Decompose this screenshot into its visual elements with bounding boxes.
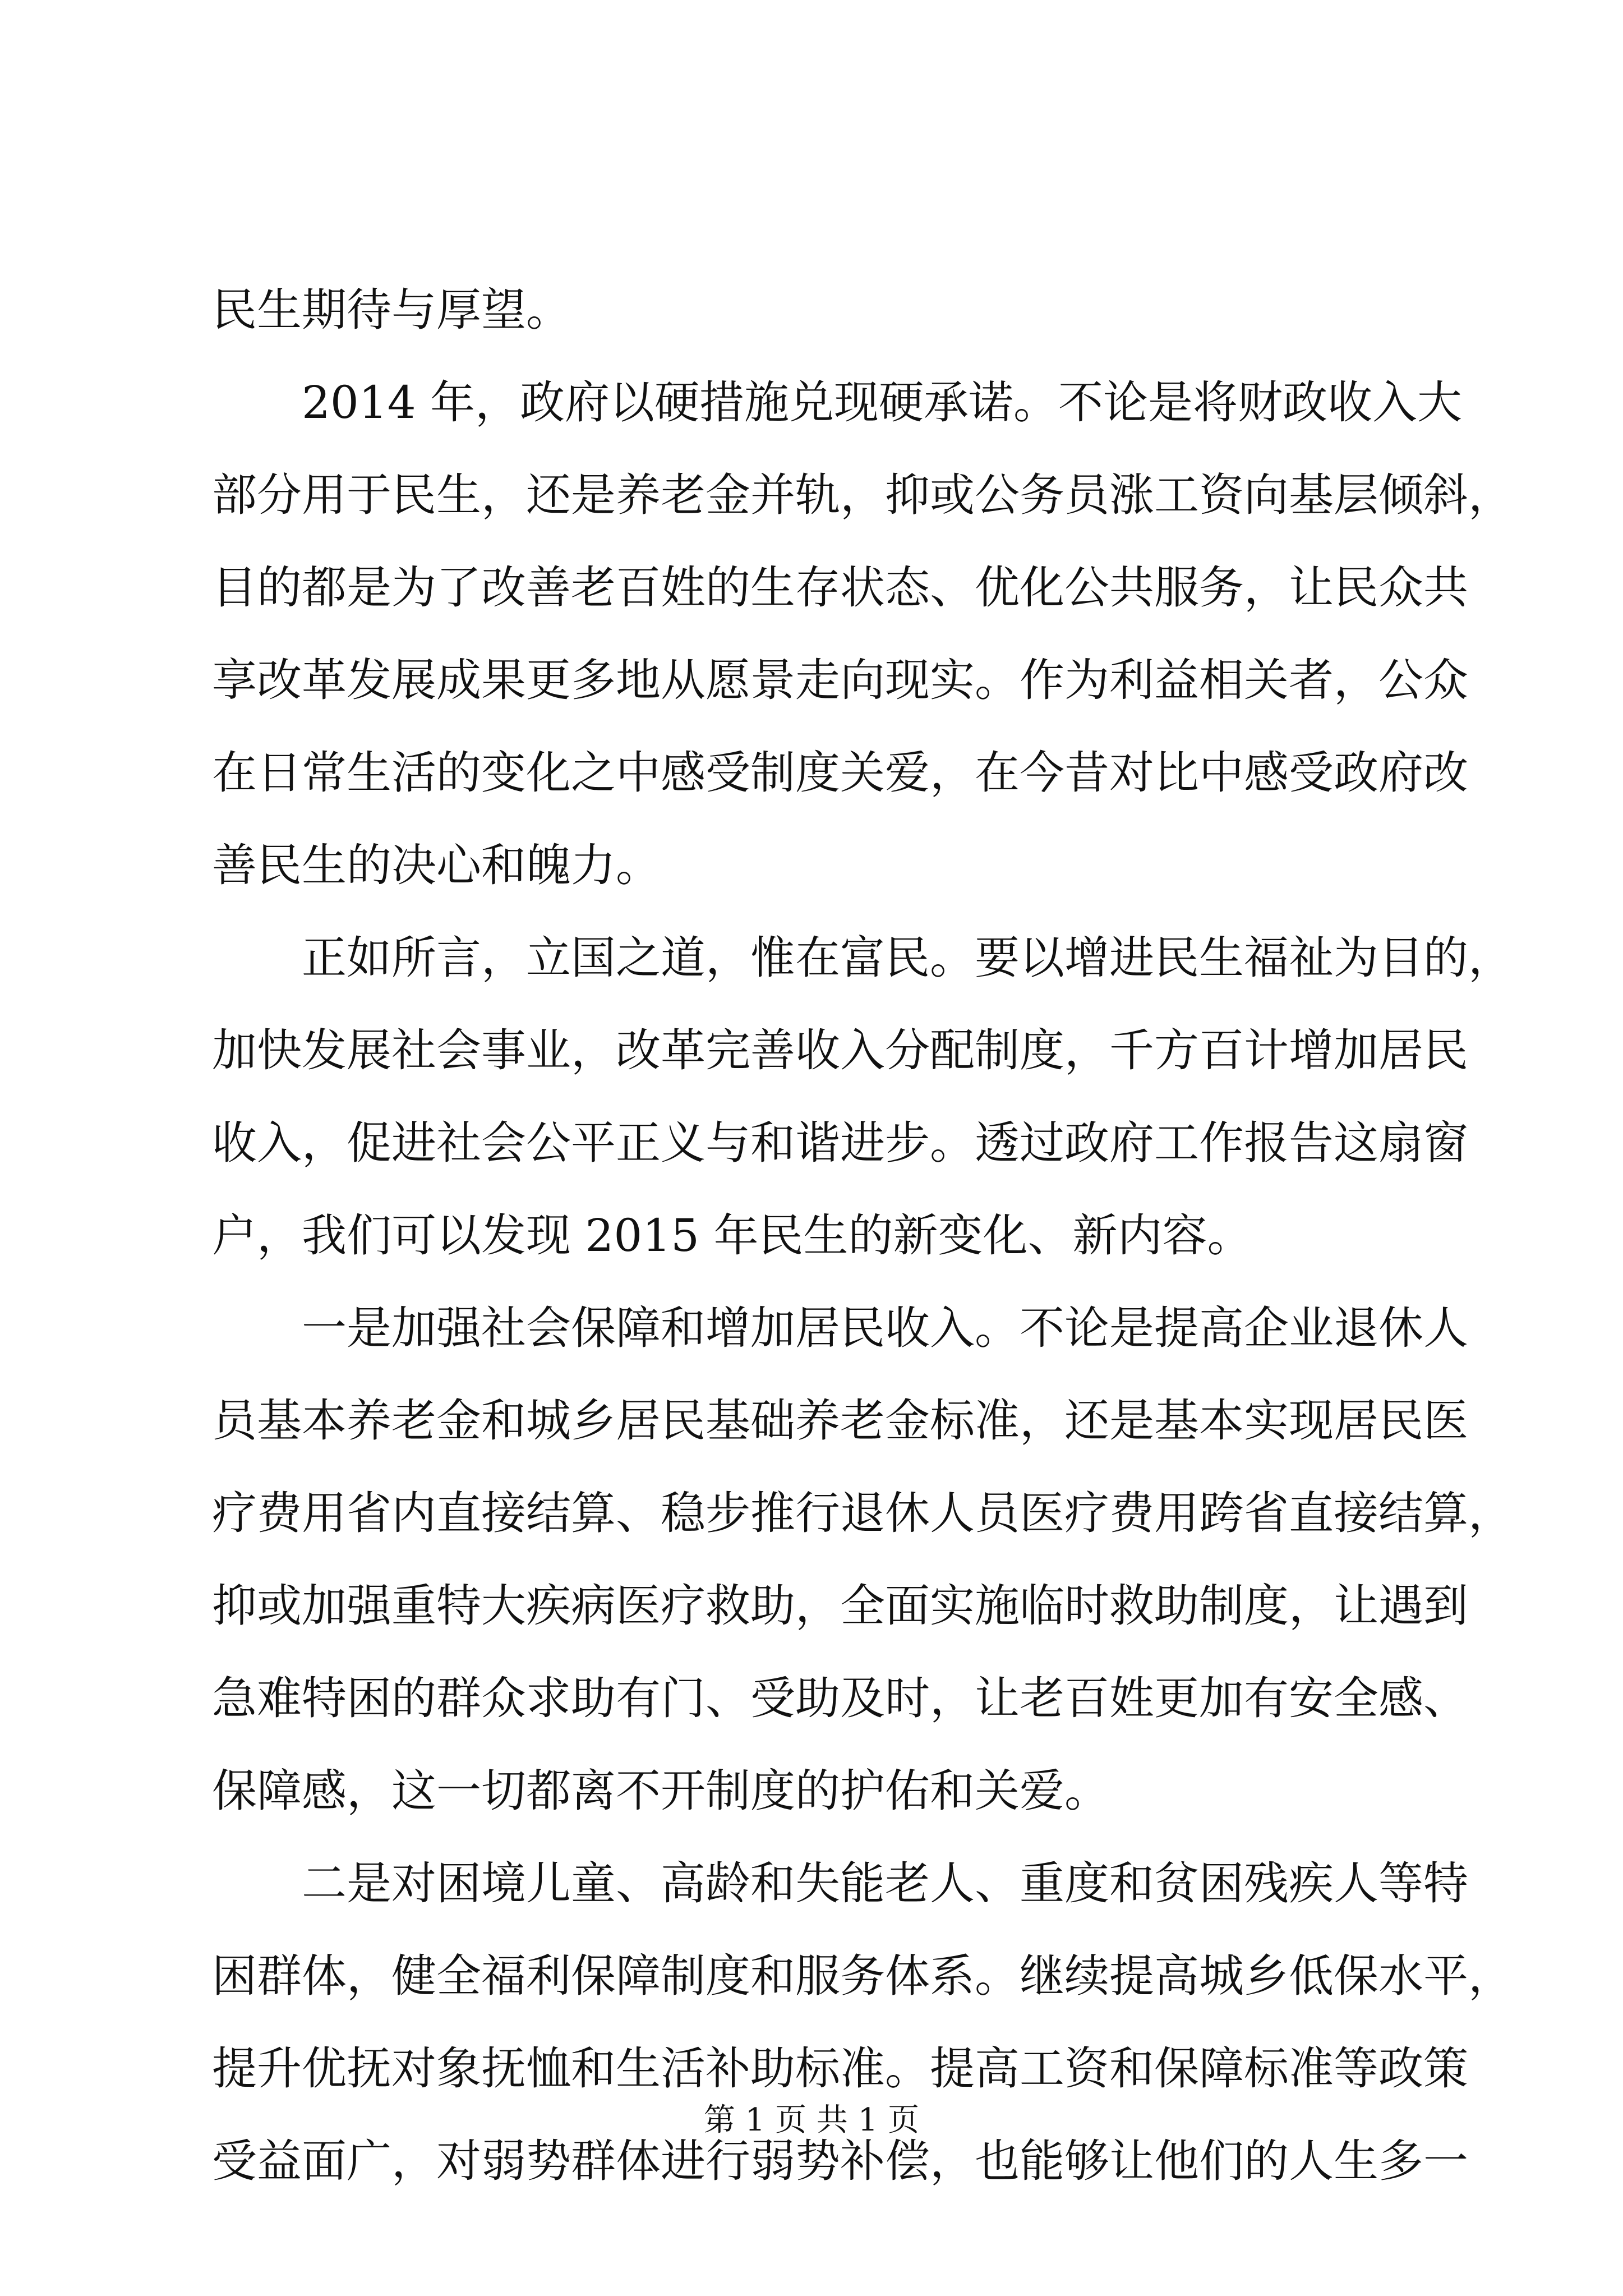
- text-line: 善民生的决心和魄力。: [212, 839, 661, 891]
- text-line: 员基本养老金和城乡居民基础养老金标准，还是基本实现居民医: [212, 1395, 1468, 1447]
- page-footer: 第 1 页 共 1 页: [703, 2102, 920, 2138]
- text-line: 正如所言，立国之道，惟在富民。要以增进民生福祉为目的，: [212, 932, 1513, 984]
- document-body: [212, 264, 1513, 2207]
- text-line: 受益面广，对弱势群体进行弱势补偿，也能够让他们的人生多一: [212, 2135, 1468, 2187]
- text-line: 享改革发展成果更多地从愿景走向现实。作为利益相关者，公众: [212, 654, 1468, 706]
- text-line: 民生期待与厚望。: [212, 284, 571, 336]
- text-line: 保障感，这一切都离不开制度的护佑和关爱。: [212, 1765, 1109, 1817]
- text-line: 收入，促进社会公平正义与和谐进步。透过政府工作报告这扇窗: [212, 1117, 1468, 1169]
- text-line: 部分用于民生，还是养老金并轨，抑或公务员涨工资向基层倾斜，: [212, 469, 1513, 521]
- text-line: 提升优抚对象抚恤和生活补助标准。提高工资和保障标准等政策: [212, 2042, 1468, 2095]
- text-line: 目的都是为了改善老百姓的生存状态、优化公共服务，让民众共: [212, 562, 1468, 614]
- text-line: 疗费用省内直接结算、稳步推行退休人员医疗费用跨省直接结算，: [212, 1487, 1513, 1539]
- text-line: 在日常生活的变化之中感受制度关爱，在今昔对比中感受政府改: [212, 747, 1468, 799]
- text-line: 困群体，健全福利保障制度和服务体系。继续提高城乡低保水平，: [212, 1950, 1513, 2002]
- text-line: 户，我们可以发现 2015 年民生的新变化、新内容。: [212, 1209, 1252, 1262]
- text-line: 一是加强社会保障和增加居民收入。不论是提高企业退休人: [212, 1302, 1468, 1354]
- text-line: 二是对困境儿童、高龄和失能老人、重度和贫困残疾人等特: [212, 1857, 1468, 1910]
- text-line: 2014 年，政府以硬措施兑现硬承诺。不论是将财政收入大: [212, 376, 1463, 429]
- text-line: 加快发展社会事业，改革完善收入分配制度，千方百计增加居民: [212, 1024, 1468, 1076]
- text-line: 急难特困的群众求助有门、受助及时，让老百姓更加有安全感、: [212, 1672, 1468, 1724]
- text-line: 抑或加强重特大疾病医疗救助，全面实施临时救助制度，让遇到: [212, 1580, 1468, 1632]
